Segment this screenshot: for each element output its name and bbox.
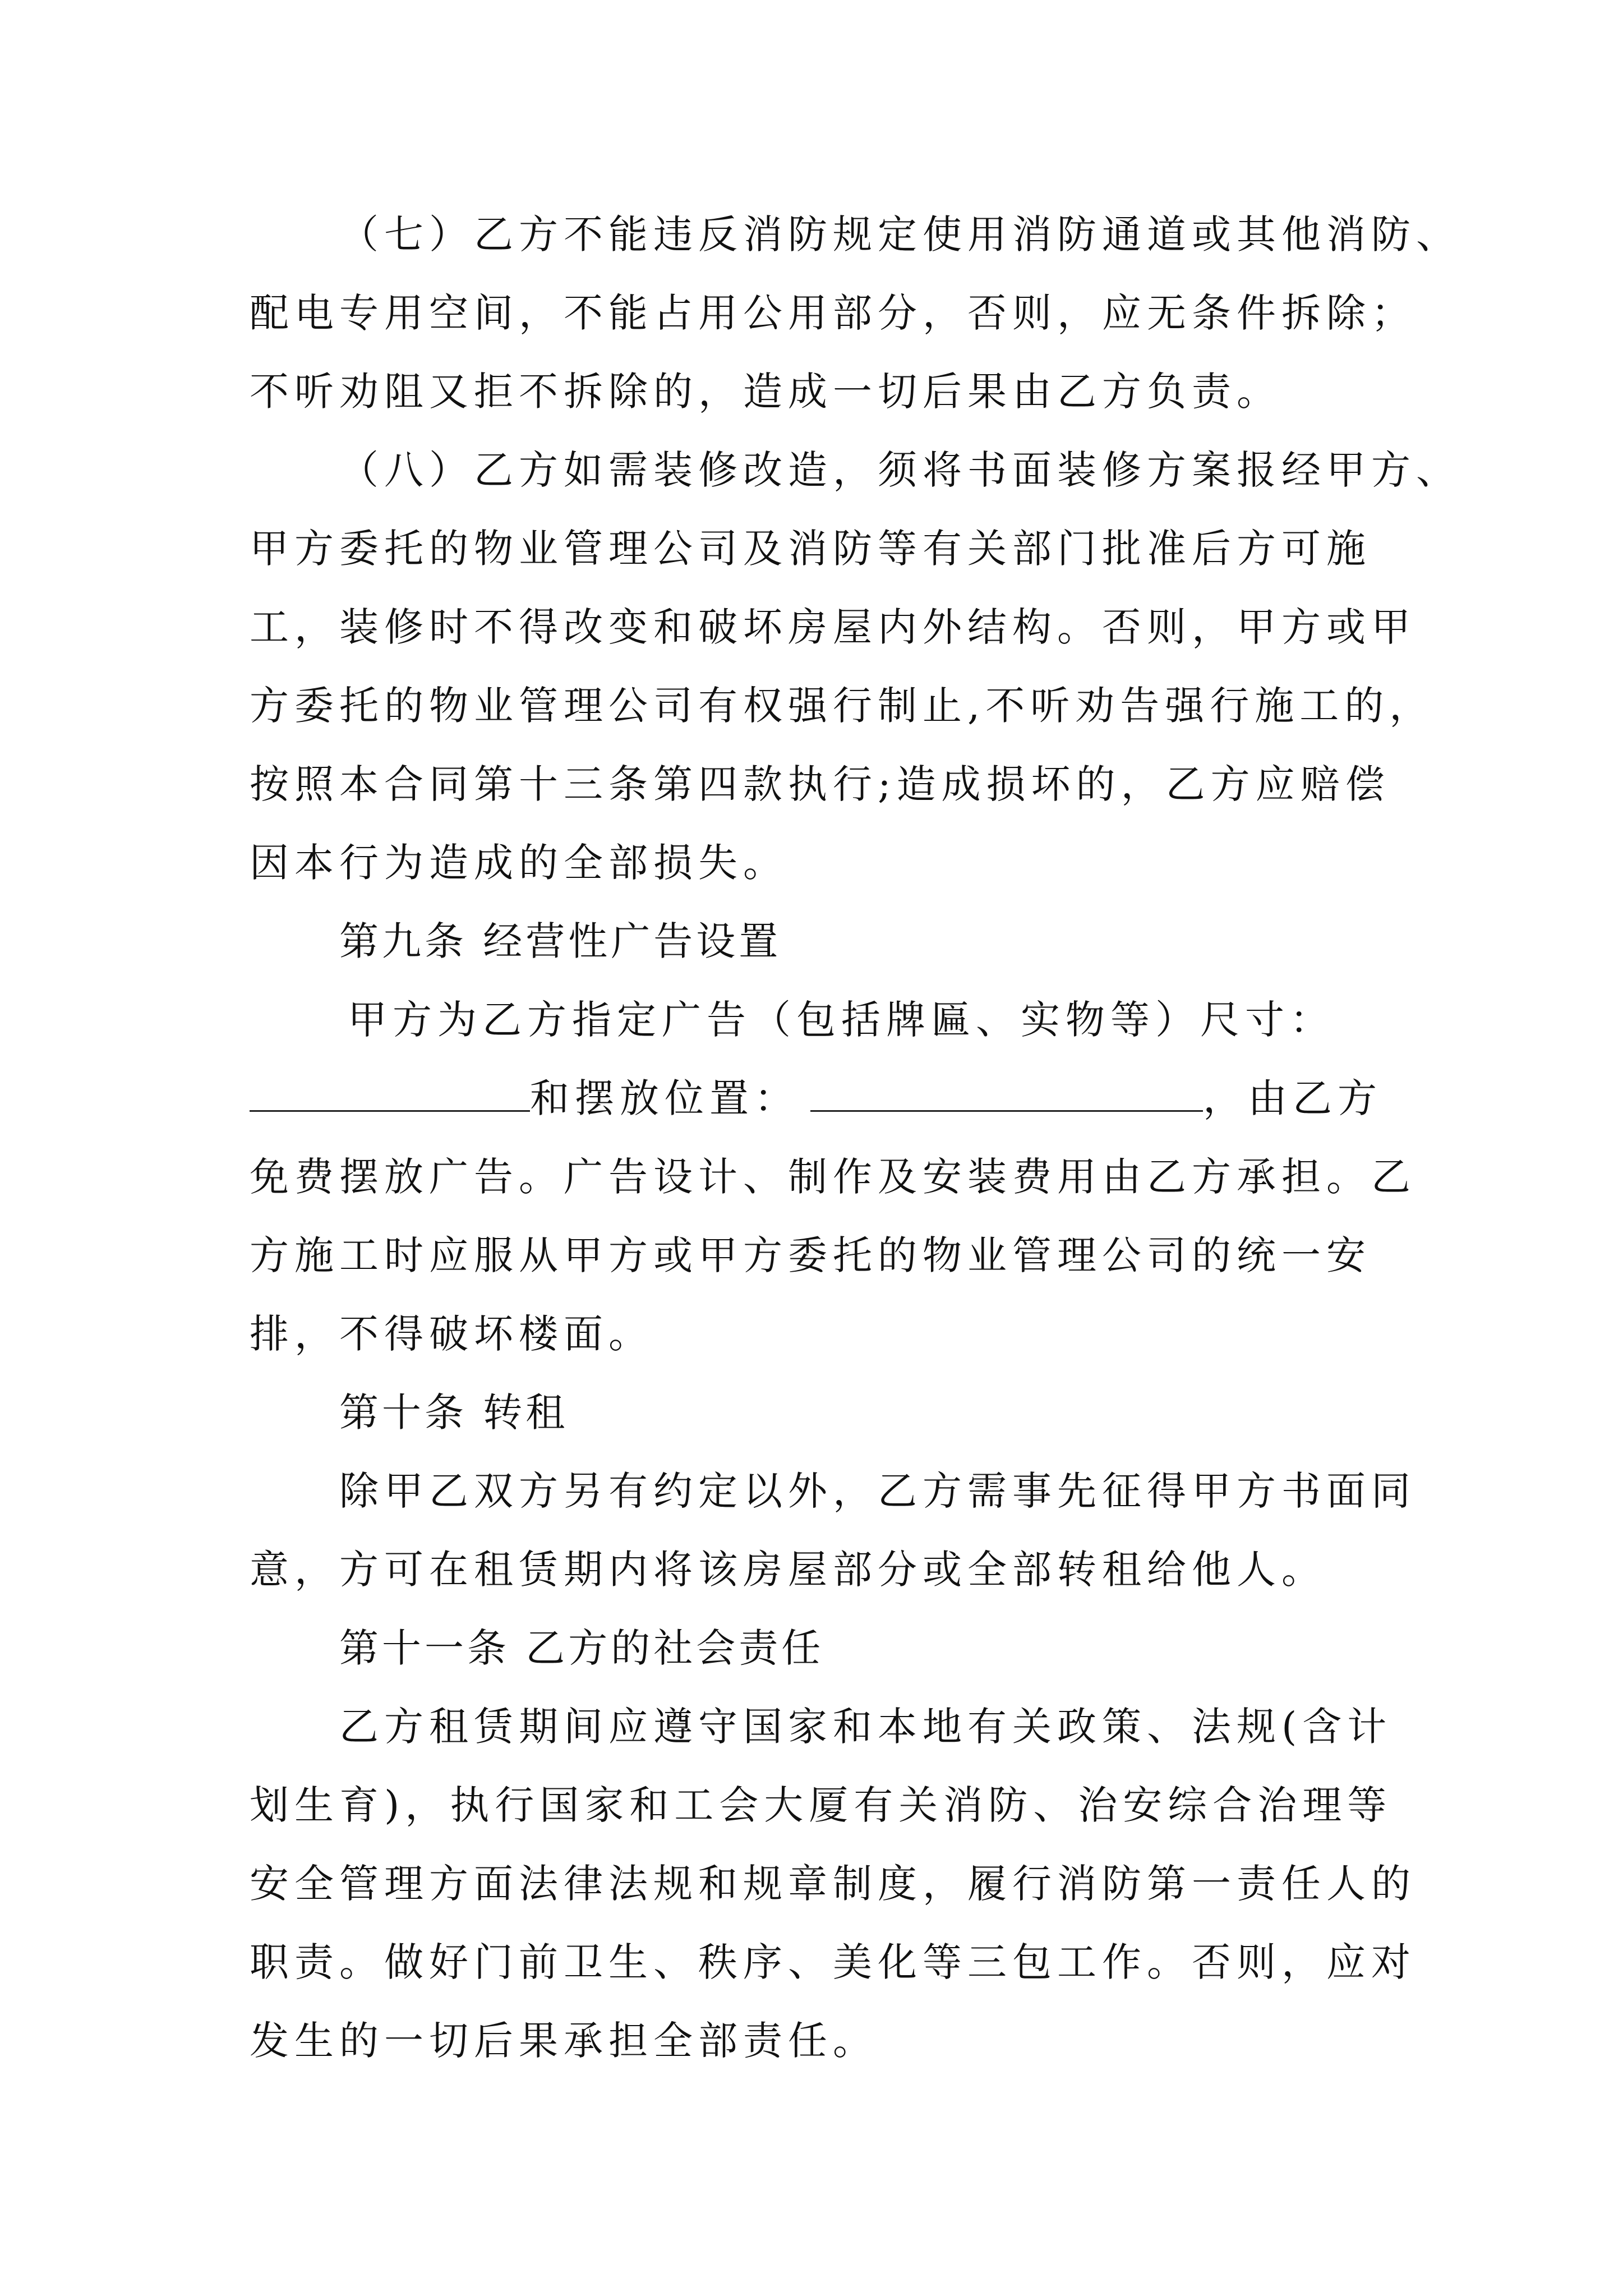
placement-blank-field [810,1078,1203,1112]
article-11-line-4: 职责。做好门前卫生、秩序、美化等三包工作。否则，应对 [250,1939,1416,1985]
article-10-heading: 第十条 转租 [339,1389,569,1435]
clause-8-line-6: 因本行为造成的全部损失。 [250,840,788,886]
article-9-heading: 第九条 经营性广告设置 [339,918,782,964]
placement-label: 和摆放位置： [530,1075,799,1121]
article-11-line-2: 划生育)，执行国家和工会大厦有关消防、治安综合治理等 [250,1782,1393,1828]
article-10-line-1: 除甲乙双方另有约定以外，乙方需事先征得甲方书面同 [339,1468,1416,1514]
placement-suffix: ，由乙方 [1203,1075,1382,1121]
clause-8-line-4: 方委托的物业管理公司有权强行制止,不听劝告强行施工的， [250,683,1435,729]
article-10-line-2: 意，方可在租赁期内将该房屋部分或全部转租给他人。 [250,1547,1326,1593]
article-9-line-4: 方施工时应服从甲方或甲方委托的物业管理公司的统一安 [250,1232,1371,1278]
clause-8-line-3: 工，装修时不得改变和破坏房屋内外结构。否则，甲方或甲 [250,604,1416,650]
article-9-line-2 [250,1076,1382,1121]
clause-7-line-2: 配电专用空间，不能占用公用部分，否则，应无条件拆除； [250,290,1416,336]
article-9-line-5: 排，不得破坏楼面。 [250,1311,653,1357]
article-11-line-3: 安全管理方面法律法规和规章制度，履行消防第一责任人的 [250,1861,1416,1907]
article-11-line-1: 乙方租赁期间应遵守国家和本地有关政策、法规(含计 [339,1704,1393,1750]
clause-7-line-1: （七）乙方不能违反消防规定使用消防通道或其他消防、 [339,211,1461,257]
clause-8-line-5: 按照本合同第十三条第四款执行;造成损坏的，乙方应赔偿 [250,761,1390,807]
size-blank-field [250,1078,530,1112]
article-9-line-1: 甲方为乙方指定广告（包括牌匾、实物等）尺寸： [348,997,1335,1043]
clause-8-line-2: 甲方委托的物业管理公司及消防等有关部门批准后方可施 [250,526,1371,572]
article-11-heading: 第十一条 乙方的社会责任 [339,1625,824,1671]
clause-7-line-3: 不听劝阻又拒不拆除的，造成一切后果由乙方负责。 [250,369,1281,415]
article-9-line-3: 免费摆放广告。广告设计、制作及安装费用由乙方承担。乙 [250,1154,1416,1200]
clause-8-line-1: （八）乙方如需装修改造，须将书面装修方案报经甲方、 [339,447,1461,493]
article-11-line-5: 发生的一切后果承担全部责任。 [250,2018,878,2064]
